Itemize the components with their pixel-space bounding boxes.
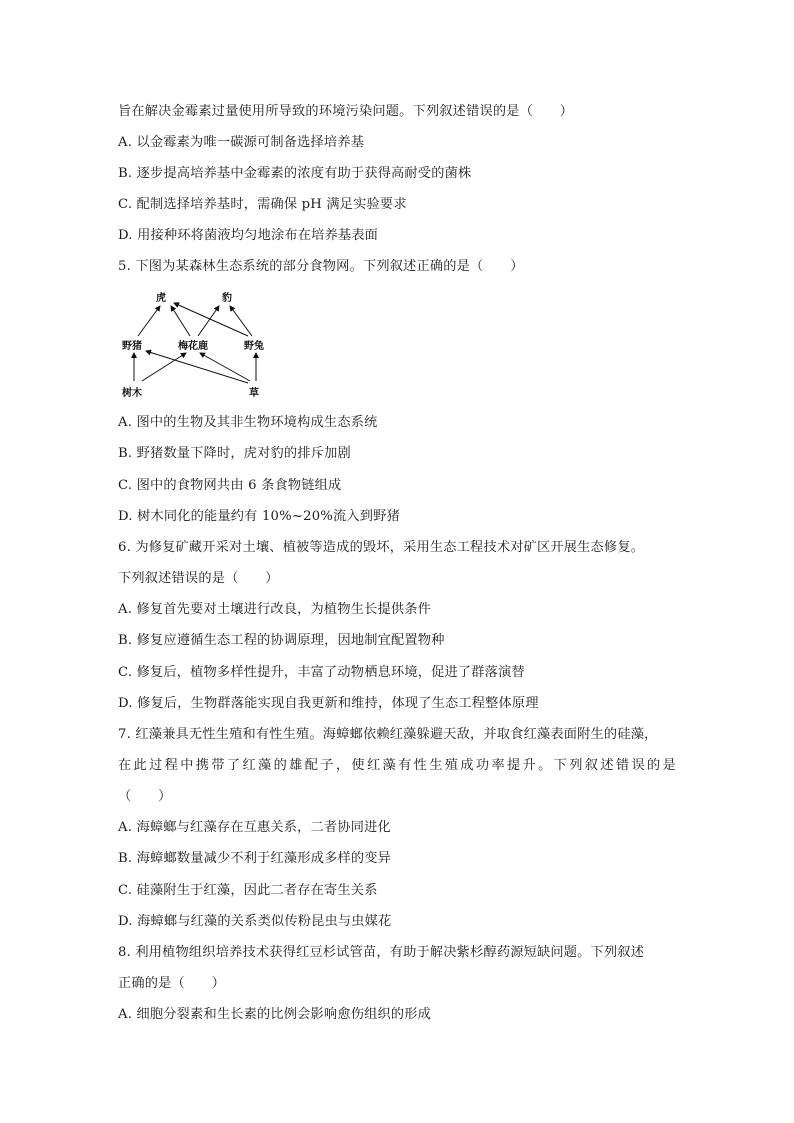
node-boar: 野猪 bbox=[122, 341, 142, 352]
q8-option-a: A. 细胞分裂素和生长素的比例会影响愈伤组织的形成 bbox=[118, 1007, 432, 1022]
q4-option-d: D. 用接种环将菌液均匀地涂布在培养基表面 bbox=[118, 228, 379, 243]
question-4-stem: 旨在解决金霉素过量使用所导致的环境污染问题。下列叙述错误的是（ ） bbox=[118, 104, 574, 119]
question-8-stem-line1: 8. 利用植物组织培养技术获得红豆杉试管苗，有助于解决紫杉醇药源短缺问题。下列叙述 bbox=[118, 945, 645, 960]
q4-option-c: C. 配制选择培养基时，需确保 pH 满足实验要求 bbox=[118, 197, 407, 212]
node-hare: 野兔 bbox=[244, 341, 264, 352]
question-6-stem-line2: 下列叙述错误的是（ ） bbox=[118, 571, 279, 586]
node-tiger: 虎 bbox=[156, 293, 166, 304]
node-tree: 树木 bbox=[122, 388, 142, 399]
q7-option-b: B. 海蟑螂数量减少不利于红藻形成多样的变异 bbox=[118, 851, 392, 866]
node-leopard: 豹 bbox=[222, 293, 232, 304]
q6-option-c: C. 修复后，植物多样性提升，丰富了动物栖息环境，促进了群落演替 bbox=[118, 665, 525, 680]
q5-option-b: B. 野猪数量下降时，虎对豹的排斥加剧 bbox=[118, 446, 351, 461]
q6-option-a: A. 修复首先要对土壤进行改良，为植物生长提供条件 bbox=[118, 602, 432, 617]
question-7-stem-line3: （ ） bbox=[118, 789, 172, 804]
arrow-tree-to-deer bbox=[142, 353, 186, 381]
arrow-hare-to-tiger bbox=[174, 303, 248, 336]
question-6-stem-line1: 6. 为修复矿藏开采对土壤、植被等造成的毁坏，采用生态工程技术对矿区开展生态修复。 bbox=[118, 540, 645, 555]
q6-option-d: D. 修复后，生物群落能实现自我更新和维持，体现了生态工程整体原理 bbox=[118, 696, 539, 711]
arrow-deer-to-leopard bbox=[198, 306, 219, 336]
q7-option-c: C. 硅藻附生于红藻，因此二者存在寄生关系 bbox=[118, 883, 378, 898]
q5-option-a: A. 图中的生物及其非生物环境构成生态系统 bbox=[118, 415, 378, 430]
q7-option-a: A. 海蟑螂与红藻存在互惠关系，二者协同进化 bbox=[118, 820, 391, 835]
q5-option-c: C. 图中的食物网共由 6 条食物链组成 bbox=[118, 478, 342, 493]
q7-option-d: D. 海蟑螂与红藻的关系类似传粉昆虫与虫媒花 bbox=[118, 914, 392, 929]
question-5-stem: 5. 下图为某森林生态系统的部分食物网。下列叙述正确的是（ ） bbox=[118, 259, 524, 274]
q4-option-b: B. 逐步提高培养基中金霉素的浓度有助于获得高耐受的菌株 bbox=[118, 166, 472, 181]
arrow-grass-to-deer bbox=[200, 353, 250, 381]
question-7-stem-line1: 7. 红藻兼具无性生殖和有性生殖。海蟑螂依赖红藻躲避天敌，并取食红藻表面附生的硅藻， bbox=[118, 727, 658, 742]
question-8-stem-line2: 正确的是（ ） bbox=[118, 976, 226, 991]
question-7-stem-line2: 在此过程中携带了红藻的雄配子，使红藻有性生殖成功率提升。下列叙述错误的是 bbox=[118, 758, 676, 773]
q6-option-b: B. 修复应遵循生态工程的协调原理，因地制宜配置物种 bbox=[118, 633, 445, 648]
q4-option-a: A. 以金霉素为唯一碳源可制备选择培养基 bbox=[118, 135, 365, 150]
arrow-boar-to-tiger bbox=[138, 306, 160, 336]
q5-option-d: D. 树木同化的能量约有 10%~20%流入到野猪 bbox=[118, 509, 400, 524]
food-web-diagram bbox=[118, 286, 278, 404]
arrow-grass-to-boar bbox=[146, 351, 248, 383]
arrow-deer-to-tiger bbox=[171, 306, 190, 336]
arrow-hare-to-leopard bbox=[230, 306, 252, 336]
node-deer: 梅花鹿 bbox=[178, 341, 208, 352]
node-grass: 草 bbox=[249, 388, 259, 399]
